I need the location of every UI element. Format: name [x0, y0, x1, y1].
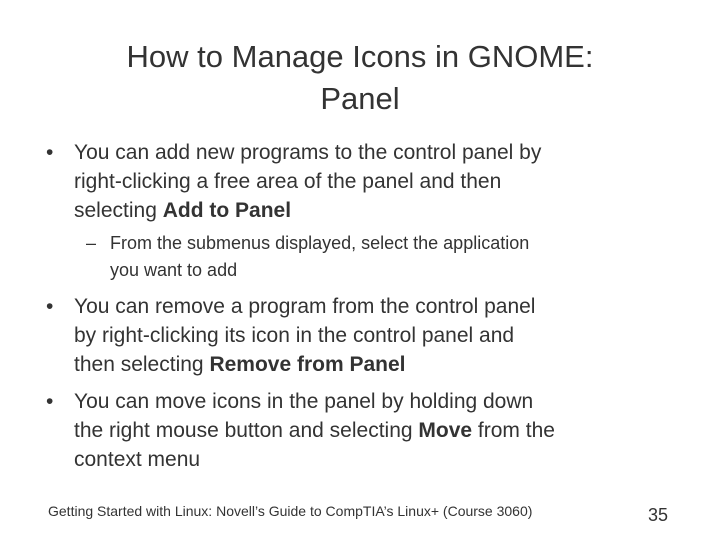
- bullet-line: You can move icons in the panel by holding down: [74, 390, 534, 413]
- bullet-emphasis-add-to-panel: Add to Panel: [162, 199, 292, 222]
- bullet-text: [74, 292, 686, 379]
- bullet-emphasis-remove-from-panel: Remove from Panel: [209, 353, 406, 376]
- bullet-line: You can remove a program from the control panel: [74, 295, 536, 318]
- bullet-text: [74, 138, 686, 225]
- bullet-line: by right-clicking its icon in the control panel and: [74, 324, 515, 347]
- bullet-line: You can add new programs to the control panel by: [74, 141, 542, 164]
- slide-title: [40, 36, 680, 120]
- slide-footer: Getting Started with Linux: Novell’s Guide to CompTIA’s Linux+ (Course 3060): [48, 503, 533, 519]
- bullet-line-text: from the: [472, 419, 555, 442]
- sub-bullet-text: [110, 230, 686, 284]
- bullet-line-text: selecting: [74, 199, 163, 222]
- sub-bullet-line: From the submenus displayed, select the application: [110, 233, 530, 253]
- bullet-marker: •: [46, 141, 54, 164]
- sub-bullet-marker: –: [86, 233, 97, 253]
- sub-bullet-line: you want to add: [110, 260, 238, 280]
- bullet-line-text: the right mouse button and selecting: [74, 419, 419, 442]
- bullet-marker: •: [46, 390, 54, 413]
- bullet-marker: •: [46, 295, 54, 318]
- bullet-line: right-clicking a free area of the panel and then: [74, 170, 502, 193]
- bullet-line: context menu: [74, 448, 201, 471]
- slide-title-line-2: Panel: [320, 81, 400, 116]
- slide-title-line-1: How to Manage Icons in GNOME:: [126, 39, 594, 74]
- bullet-line: [74, 196, 686, 225]
- bullet-line-text: then selecting: [74, 353, 210, 376]
- bullet-line: [74, 350, 686, 379]
- bullet-text: [74, 387, 686, 474]
- bullet-line: [74, 416, 686, 445]
- bullet-emphasis-move: Move: [418, 419, 473, 442]
- page-number: 35: [648, 505, 669, 525]
